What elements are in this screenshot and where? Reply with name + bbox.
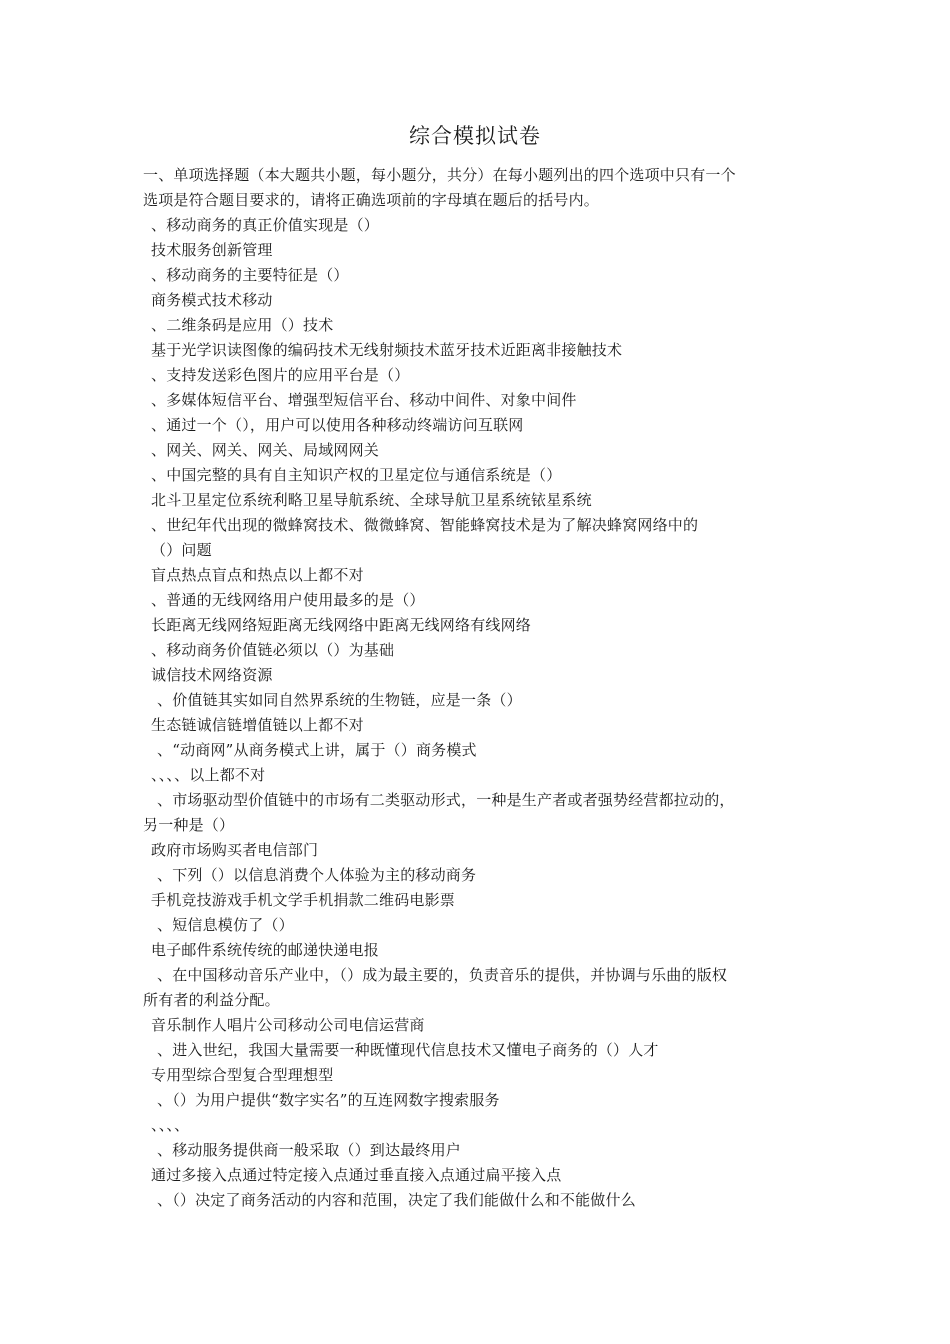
question-text: 另一种是（） bbox=[143, 816, 235, 834]
answer-options: 商务模式技术移动 bbox=[151, 291, 273, 309]
question-text: 、短信息模仿了（） bbox=[157, 916, 294, 934]
question-text: 、移动商务的真正价值实现是（） bbox=[151, 216, 380, 234]
answer-options: 、网关、网关、网关、局域网网关 bbox=[151, 441, 380, 459]
question-text: 、价值链其实如同自然界系统的生物链，应是一条（） bbox=[157, 691, 522, 709]
question-text: 、在中国移动音乐产业中，（）成为最主要的，负责音乐的提供，并协调与乐曲的版权 bbox=[157, 966, 728, 984]
answer-options: 电子邮件系统传统的邮递快递电报 bbox=[151, 941, 380, 959]
question-text: 、二维条码是应用（）技术 bbox=[151, 316, 334, 334]
answer-options: 北斗卫星定位系统利略卫星导航系统、全球导航卫星系统铱星系统 bbox=[151, 491, 592, 509]
question-text: 、（）决定了商务活动的内容和范围，决定了我们能做什么和不能做什么 bbox=[157, 1191, 636, 1209]
answer-options: 音乐制作人唱片公司移动公司电信运营商 bbox=[151, 1016, 425, 1034]
question-text: 、中国完整的具有自主知识产权的卫星定位与通信系统是（） bbox=[151, 466, 562, 484]
answer-options: 技术服务创新管理 bbox=[151, 241, 273, 259]
answer-options: 、、、、 bbox=[151, 1116, 190, 1134]
question-text: 、移动服务提供商一般采取（）到达最终用户 bbox=[157, 1141, 462, 1159]
answer-options: 诚信技术网络资源 bbox=[151, 666, 273, 684]
answer-options: 长距离无线网络短距离无线网络中距离无线网络有线网络 bbox=[151, 616, 532, 634]
answer-options: 政府市场购买者电信部门 bbox=[151, 841, 319, 859]
answer-options: 、多媒体短信平台、增强型短信平台、移动中间件、对象中间件 bbox=[151, 391, 577, 409]
answer-options: 盲点热点盲点和热点以上都不对 bbox=[151, 566, 364, 584]
question-text: 、世纪年代出现的微蜂窝技术、微微蜂窝、智能蜂窝技术是为了解决蜂窝网络中的 bbox=[151, 516, 699, 534]
question-text: 、通过一个（），用户可以使用各种移动终端访问互联网 bbox=[151, 416, 524, 434]
question-text: 、移动商务价值链必须以（）为基础 bbox=[151, 641, 395, 659]
question-text: 、（）为用户提供“数字实名”的互连网数字搜索服务 bbox=[157, 1091, 500, 1109]
page-title: 综合模拟试卷 bbox=[409, 124, 541, 148]
answer-options: 专用型综合型复合型理想型 bbox=[151, 1066, 334, 1084]
answer-options: 通过多接入点通过特定接入点通过垂直接入点通过扁平接入点 bbox=[151, 1166, 562, 1184]
answer-options: 生态链诚信链增值链以上都不对 bbox=[151, 716, 364, 734]
answer-options: 手机竞技游戏手机文学手机捐款二维码电影票 bbox=[151, 891, 456, 909]
section-heading-line: 选项是符合题目要求的，请将正确选项前的字母填在题后的括号内。 bbox=[143, 191, 600, 209]
question-text: 、市场驱动型价值链中的市场有二类驱动形式，一种是生产者或者强势经营都拉动的， bbox=[157, 791, 735, 809]
question-text: 所有者的利益分配。 bbox=[143, 991, 280, 1009]
question-text: 、下列（）以信息消费个人体验为主的移动商务 bbox=[157, 866, 477, 884]
section-heading-line: 一、单项选择题（本大题共小题，每小题分，共分）在每小题列出的四个选项中只有一个 bbox=[143, 166, 736, 184]
question-text: 、“动商网”从商务模式上讲，属于（）商务模式 bbox=[157, 741, 477, 759]
question-text: 、移动商务的主要特征是（） bbox=[151, 266, 349, 284]
question-text: （）问题 bbox=[151, 541, 212, 559]
answer-options: 、、、、以上都不对 bbox=[151, 766, 266, 784]
question-text: 、支持发送彩色图片的应用平台是（） bbox=[151, 366, 410, 384]
question-text: 、普通的无线网络用户使用最多的是（） bbox=[151, 591, 425, 609]
question-text: 、进入世纪，我国大量需要一种既懂现代信息技术又懂电子商务的（）人才 bbox=[157, 1041, 659, 1059]
answer-options: 基于光学识读图像的编码技术无线射频技术蓝牙技术近距离非接触技术 bbox=[151, 341, 623, 359]
document-body bbox=[143, 163, 823, 1213]
